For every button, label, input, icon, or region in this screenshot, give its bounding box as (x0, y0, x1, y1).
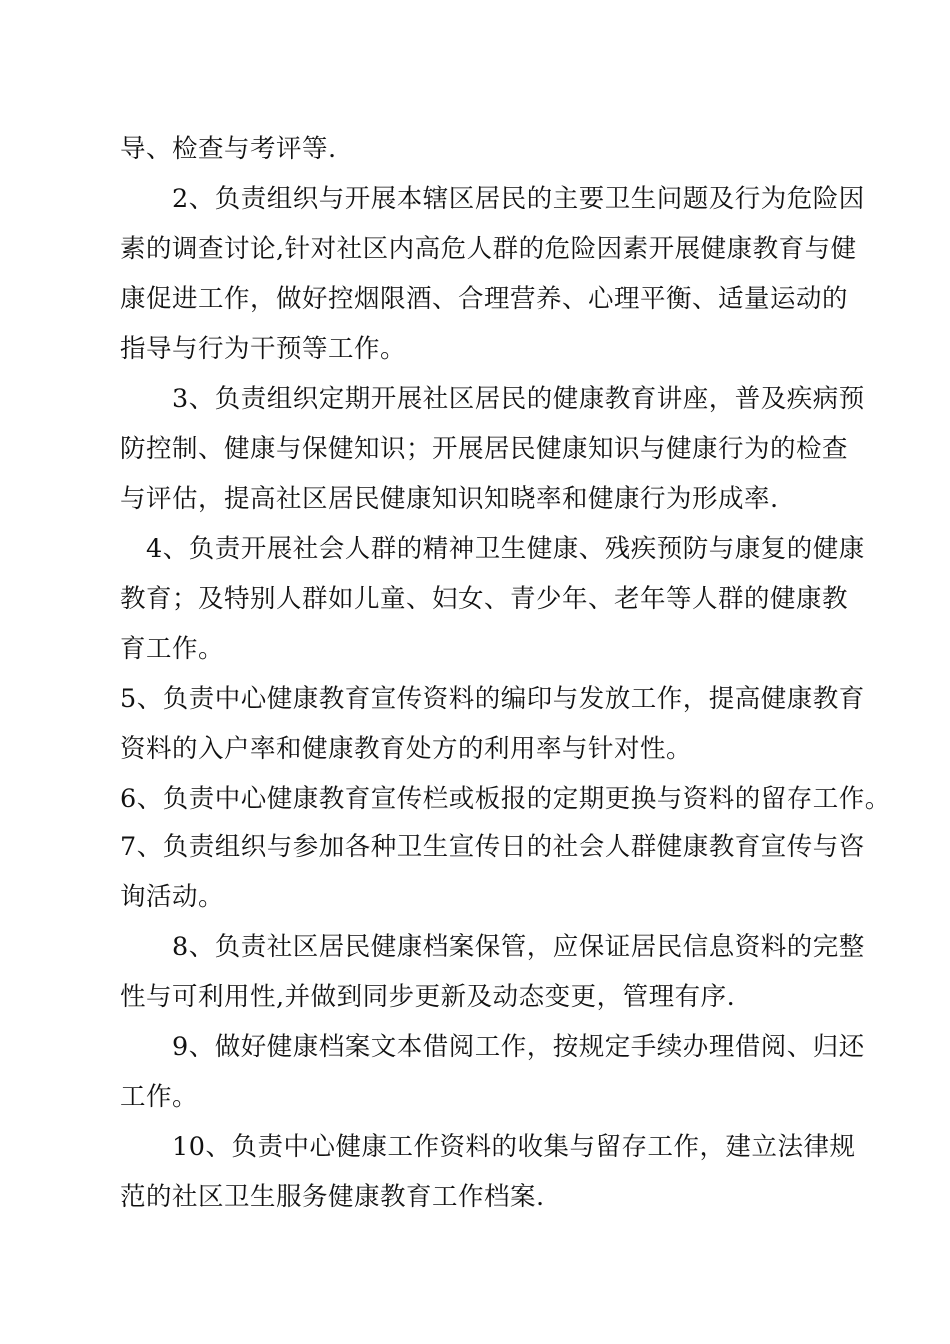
text-line: 康促进工作，做好控烟限酒、合理营养、心理平衡、适量运动的 (120, 284, 849, 314)
text-line: 10、负责中心健康工作资料的收集与留存工作，建立法律规 (172, 1132, 856, 1162)
text-line: 指导与行为干预等工作。 (120, 334, 407, 364)
text-line: 8、负责社区居民健康档案保管，应保证居民信息资料的完整 (172, 932, 865, 962)
text-line: 防控制、健康与保健知识；开展居民健康知识与健康行为的检查 (120, 434, 849, 464)
text-line: 素的调查讨论,针对社区内高危人群的危险因素开展健康教育与健 (120, 234, 857, 264)
text-line: 与评估，提高社区居民健康知识知晓率和健康行为形成率. (120, 484, 779, 514)
text-line: 3、负责组织定期开展社区居民的健康教育讲座，普及疾病预 (172, 384, 865, 414)
text-line: 育工作。 (120, 634, 225, 664)
text-line: 4、负责开展社会人群的精神卫生健康、残疾预防与康复的健康 (146, 534, 865, 564)
text-line: 性与可利用性,并做到同步更新及动态变更，管理有序. (120, 982, 736, 1012)
text-line: 9、做好健康档案文本借阅工作，按规定手续办理借阅、归还 (172, 1032, 865, 1062)
text-line: 资料的入户率和健康教育处方的利用率与针对性。 (120, 734, 693, 764)
text-line: 7、负责组织与参加各种卫生宣传日的社会人群健康教育宣传与咨 (120, 832, 865, 862)
text-line: 工作。 (120, 1082, 199, 1112)
text-line: 范的社区卫生服务健康教育工作档案. (120, 1182, 545, 1212)
text-line: 导、检查与考评等. (120, 134, 337, 164)
text-line: 教育；及特别人群如儿童、妇女、青少年、老年等人群的健康教 (120, 584, 849, 614)
text-line: 6、负责中心健康教育宣传栏或板报的定期更换与资料的留存工作。 (120, 784, 891, 814)
text-line: 5、负责中心健康教育宣传资料的编印与发放工作，提高健康教育 (120, 684, 865, 714)
text-line: 询活动。 (120, 882, 225, 912)
text-line: 2、负责组织与开展本辖区居民的主要卫生问题及行为危险因 (172, 184, 865, 214)
